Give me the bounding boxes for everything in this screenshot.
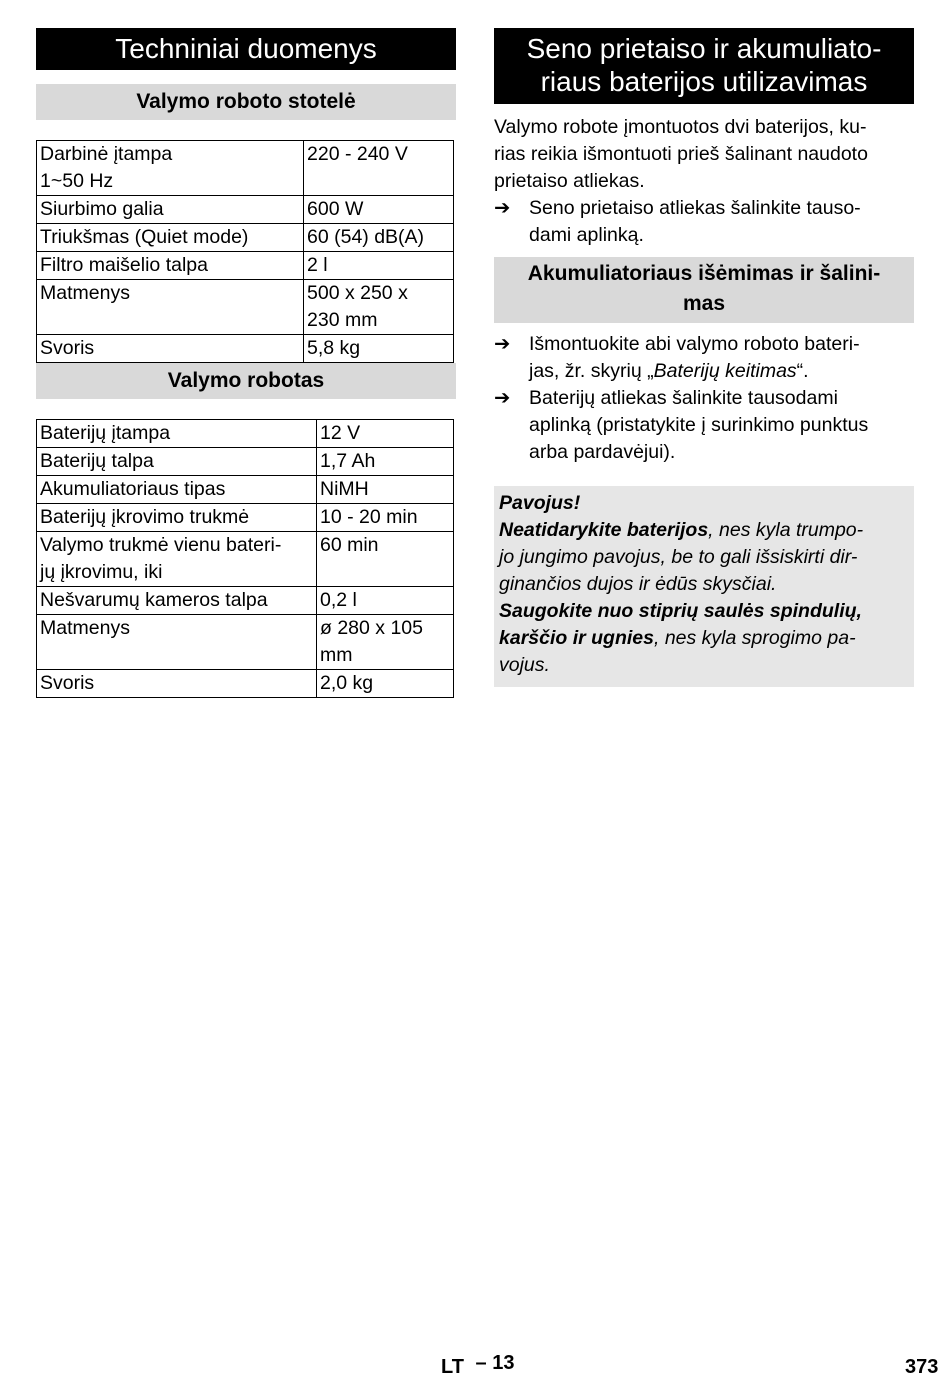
warning-text-2: , nes kyla sprogimo pa- vojus. [499, 627, 856, 676]
table-row [37, 476, 454, 504]
battery-removal-heading [494, 257, 914, 323]
bullet-text-pre: Išmontuokite abi valymo roboto bateri- jas, žr. skyrių „ [529, 333, 860, 382]
spec-label: Valymo trukmė vienu bateri- jų įkrovimu, iki [37, 532, 317, 587]
spec-value: 0,2 l [317, 587, 454, 615]
bullet-dispose-batteries [494, 385, 914, 466]
footer-language [441, 1352, 515, 1379]
table-row [37, 224, 454, 252]
spec-label: Siurbimo galia [37, 196, 304, 224]
bullet-text-post: “. [796, 360, 809, 382]
spec-value: NiMH [317, 476, 454, 504]
spec-value: 5,8 kg [304, 335, 454, 363]
disposal-title-line2: riaus baterijos utilizavimas [540, 66, 868, 97]
table-row [37, 196, 454, 224]
bullet-text: Baterijų atliekas šalinkite tausodami aplinką (pristatykite į surinkimo punktus arba pardavėjui). [529, 387, 869, 463]
arrow-icon: ➔ [494, 197, 511, 219]
spec-label: Svoris [37, 670, 317, 698]
footer-lang-code: LT [441, 1356, 464, 1378]
table-row [37, 448, 454, 476]
technical-data-title: Techniniai duomenys [36, 28, 456, 70]
station-heading: Valymo roboto stotelė [36, 84, 456, 120]
chapter-reference: Baterijų keitimas [653, 360, 797, 382]
disposal-title-line1: Seno prietaiso ir akumuliato- [526, 33, 882, 64]
bullet-text [529, 331, 860, 385]
arrow-icon: ➔ [494, 333, 511, 355]
spec-value: 500 x 250 x 230 mm [304, 280, 454, 335]
spec-value: 2,0 kg [317, 670, 454, 698]
spec-label: Nešvarumų kameros talpa [37, 587, 317, 615]
spec-label: Svoris [37, 335, 304, 363]
table-row [37, 615, 454, 670]
battery-removal-heading-line2: mas [682, 292, 726, 315]
spec-label: Akumuliatoriaus tipas [37, 476, 317, 504]
spec-label: Baterijų įtampa [37, 420, 317, 448]
bullet-remove-batteries [494, 331, 914, 385]
robot-spec-table [36, 419, 454, 698]
disposal-title [494, 28, 914, 104]
spec-value: 220 - 240 V [304, 141, 454, 196]
bullet-text: Seno prietaiso atliekas šalinkite tauso- dami aplinką. [529, 197, 861, 246]
spec-label: Triukšmas (Quiet mode) [37, 224, 304, 252]
spec-value: 600 W [304, 196, 454, 224]
spec-label: Baterijų įkrovimo trukmė [37, 504, 317, 532]
table-row [37, 504, 454, 532]
battery-removal-heading-line1: Akumuliatoriaus išėmimas ir šalini- [527, 262, 881, 285]
left-column [36, 28, 456, 698]
spec-value: 2 l [304, 252, 454, 280]
warning-text-1: , nes kyla trumpo- jo jungimo pavojus, be to gali išsiskirti dir- ginančios dujos ir ėdūs skysčiai. [499, 519, 864, 595]
table-row [37, 141, 454, 196]
spec-value: 10 - 20 min [317, 504, 454, 532]
spec-value: 12 V [317, 420, 454, 448]
danger-title: Pavojus! [499, 492, 581, 514]
table-row [37, 420, 454, 448]
spec-value: 60 min [317, 532, 454, 587]
table-row [37, 335, 454, 363]
spec-value: 60 (54) dB(A) [304, 224, 454, 252]
table-row [37, 252, 454, 280]
danger-warning-box [494, 486, 914, 687]
footer-section-page: – 13 [475, 1352, 515, 1374]
spec-label: Matmenys [37, 615, 317, 670]
spec-label: Filtro maišelio talpa [37, 252, 304, 280]
spec-value: 1,7 Ah [317, 448, 454, 476]
spec-label: Matmenys [37, 280, 304, 335]
robot-heading: Valymo robotas [36, 363, 456, 399]
arrow-icon: ➔ [494, 387, 511, 409]
station-spec-table [36, 140, 454, 363]
table-row [37, 670, 454, 698]
table-row [37, 587, 454, 615]
table-row [37, 532, 454, 587]
spec-value: ø 280 x 105 mm [317, 615, 454, 670]
table-row [37, 280, 454, 335]
right-column [494, 28, 914, 687]
bullet-dispose-device [494, 195, 914, 249]
spec-label: Baterijų talpa [37, 448, 317, 476]
warning-bold-2: Saugokite nuo stiprių saulės spindulių, karščio ir ugnies [499, 600, 862, 649]
spec-label: Darbinė įtampa 1~50 Hz [37, 141, 304, 196]
warning-bold-1: Neatidarykite baterijos [499, 519, 709, 541]
disposal-intro: Valymo robote įmontuotos dvi baterijos, ku- rias reikia išmontuoti prieš šalinant naudoto prietaiso atliekas. [494, 116, 868, 192]
page-number: 373 [905, 1356, 939, 1378]
